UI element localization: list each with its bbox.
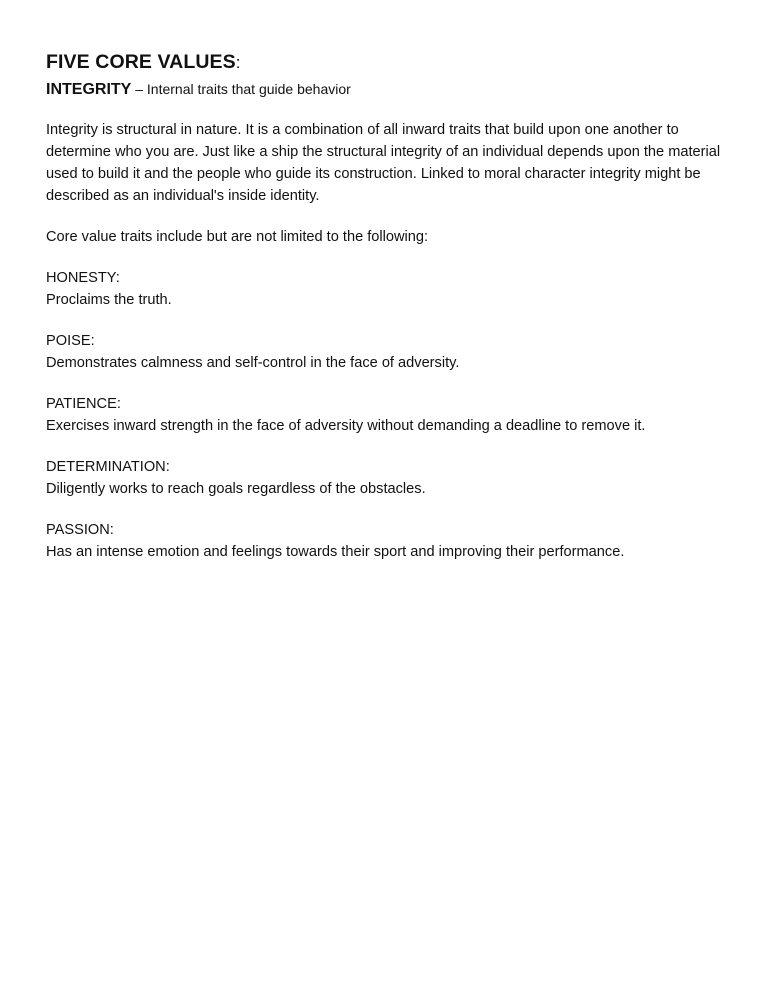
intro-paragraph: Integrity is structural in nature. It is a combination of all inward traits that build upon one another to determine who you are. Just like a ship the structural integrity of an individual depends upon the material used to build it and the people who guide its construction. Linked to moral character integrity might be described as an individual's inside identity. (46, 122, 721, 204)
lead-paragraph: Core value traits include but are not limited to the following: (46, 229, 429, 245)
trait-description: Demonstrates calmness and self-control in the face of adversity. (46, 355, 460, 371)
title-text: FIVE CORE VALUES (46, 51, 236, 73)
trait-description: Diligently works to reach goals regardless of the obstacles. (46, 481, 426, 497)
trait-description: Exercises inward strength in the face of adversity without demanding a deadline to remove it. (46, 418, 646, 434)
trait-name: HONESTY: (46, 270, 120, 286)
trait-description: Proclaims the truth. (46, 292, 172, 308)
trait-description: Has an intense emotion and feelings towards their sport and improving their performance. (46, 544, 625, 560)
trait-name: POISE: (46, 333, 95, 349)
subtitle-key: INTEGRITY (46, 81, 132, 98)
trait-item (46, 267, 728, 311)
subtitle (46, 79, 728, 100)
trait-name: PASSION: (46, 522, 114, 538)
trait-list (46, 267, 728, 563)
trait-name: DETERMINATION: (46, 459, 170, 475)
subtitle-description: – Internal traits that guide behavior (131, 81, 351, 97)
trait-name: PATIENCE: (46, 396, 121, 412)
page-title (46, 50, 728, 75)
trait-item (46, 456, 728, 500)
trait-item (46, 393, 728, 437)
trait-item (46, 330, 728, 374)
title-colon: : (235, 53, 241, 72)
trait-item (46, 519, 728, 563)
